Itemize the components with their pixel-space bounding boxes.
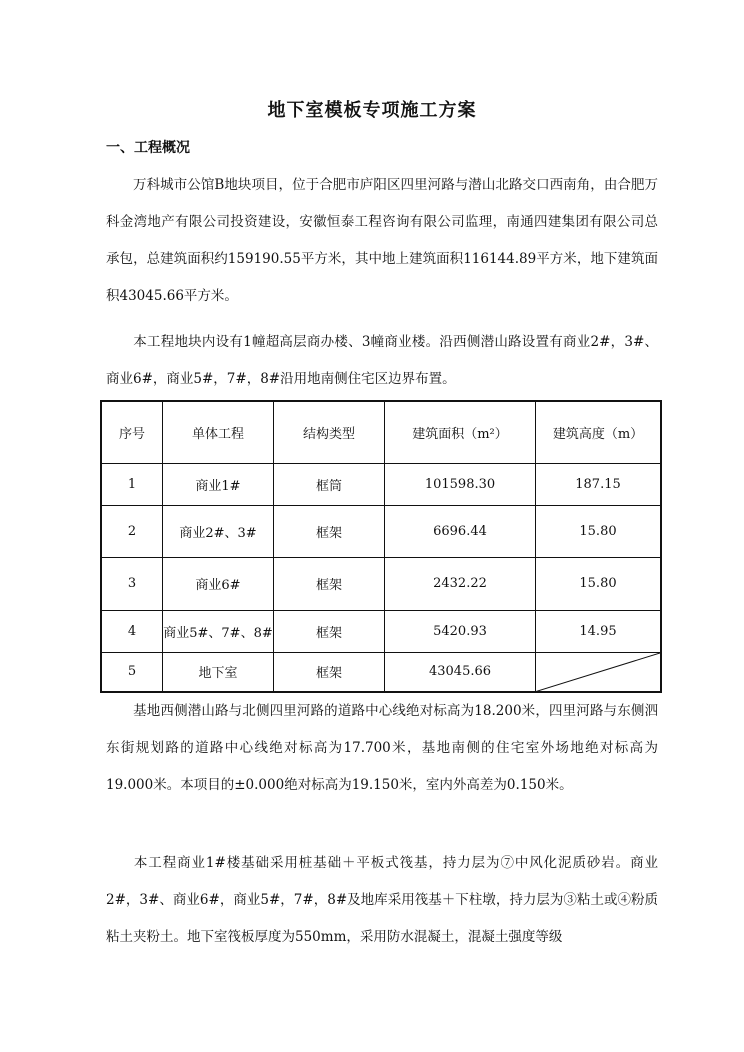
cell-index: 5 — [101, 652, 163, 692]
section-heading: 一、工程概况 — [106, 140, 190, 156]
document-title: 地下室模板专项施工方案 — [267, 100, 477, 121]
cell-index: 1 — [101, 463, 163, 505]
cell-area: 2432.22 — [385, 557, 536, 610]
cell-unit: 地下室 — [163, 652, 274, 692]
cell-index: 4 — [101, 610, 163, 652]
cell-height: 14.95 — [536, 610, 662, 652]
cell-area: 5420.93 — [385, 610, 536, 652]
cell-index: 2 — [101, 505, 163, 557]
paragraph-overview-text: 万科城市公馆B地块项目，位于合肥市庐阳区四里河路与潜山北路交口西南角，由合肥万科金湾地产有限公司投资建设，安徽恒泰工程咨询有限公司监理，南通四建集团有限公司总承包，总建筑面积约159190.55平方米，其中地上建筑面积116144.89平方米，地下建筑面积43045.66平方米。 — [106, 177, 658, 304]
table-row — [101, 610, 661, 652]
cell-structure: 框架 — [274, 610, 385, 652]
cell-structure: 框架 — [274, 505, 385, 557]
cell-area: 101598.30 — [385, 463, 536, 505]
cell-unit: 商业5#、7#、8# — [163, 610, 274, 652]
cell-unit: 商业1# — [163, 463, 274, 505]
cell-structure: 框架 — [274, 652, 385, 692]
table-header-row — [101, 401, 661, 463]
paragraph-elevation — [106, 693, 658, 804]
cell-area: 43045.66 — [385, 652, 536, 692]
header-index: 序号 — [101, 401, 163, 463]
table-row — [101, 463, 661, 505]
cell-height: 15.80 — [536, 557, 662, 610]
building-table — [100, 400, 662, 693]
cell-height: 15.80 — [536, 505, 662, 557]
diagonal-line — [536, 653, 660, 692]
cell-unit: 商业6# — [163, 557, 274, 610]
header-unit: 单体工程 — [163, 401, 274, 463]
cell-unit: 商业2#、3# — [163, 505, 274, 557]
header-height: 建筑高度（m） — [536, 401, 662, 463]
cell-structure: 框架 — [274, 557, 385, 610]
cell-area: 6696.44 — [385, 505, 536, 557]
table-row — [101, 505, 661, 557]
paragraph-foundation-text: 本工程商业1#楼基础采用桩基础＋平板式筏基，持力层为⑦中风化泥质砂岩。商业2#，3#、商业6#，商业5#，7#，8#及地库采用筏基＋下柱墩，持力层为③粘土或④粉质粘土夹粉土。地下室筏板厚度为550mm，采用防水混凝土，混凝土强度等级 — [106, 855, 658, 945]
paragraph-foundation — [106, 845, 658, 956]
cell-height-empty — [536, 652, 662, 692]
paragraph-buildings-text: 本工程地块内设有1幢超高层商办楼、3幢商业楼。沿西侧潜山路设置有商业2#，3#、商业6#，商业5#，7#，8#沿用地南侧住宅区边界布置。 — [106, 334, 658, 387]
paragraph-overview — [106, 167, 658, 315]
cell-height: 187.15 — [536, 463, 662, 505]
header-structure: 结构类型 — [274, 401, 385, 463]
table-row — [101, 652, 661, 692]
cell-index: 3 — [101, 557, 163, 610]
header-area: 建筑面积（m²） — [385, 401, 536, 463]
table-row — [101, 557, 661, 610]
paragraph-elevation-text: 基地西侧潜山路与北侧四里河路的道路中心线绝对标高为18.200米，四里河路与东侧泗东街规划路的道路中心线绝对标高为17.700米，基地南侧的住宅室外场地绝对标高为19.000米。本项目的±0.000绝对标高为19.150米，室内外高差为0.150米。 — [106, 703, 658, 793]
paragraph-buildings — [106, 324, 658, 398]
cell-structure: 框筒 — [274, 463, 385, 505]
